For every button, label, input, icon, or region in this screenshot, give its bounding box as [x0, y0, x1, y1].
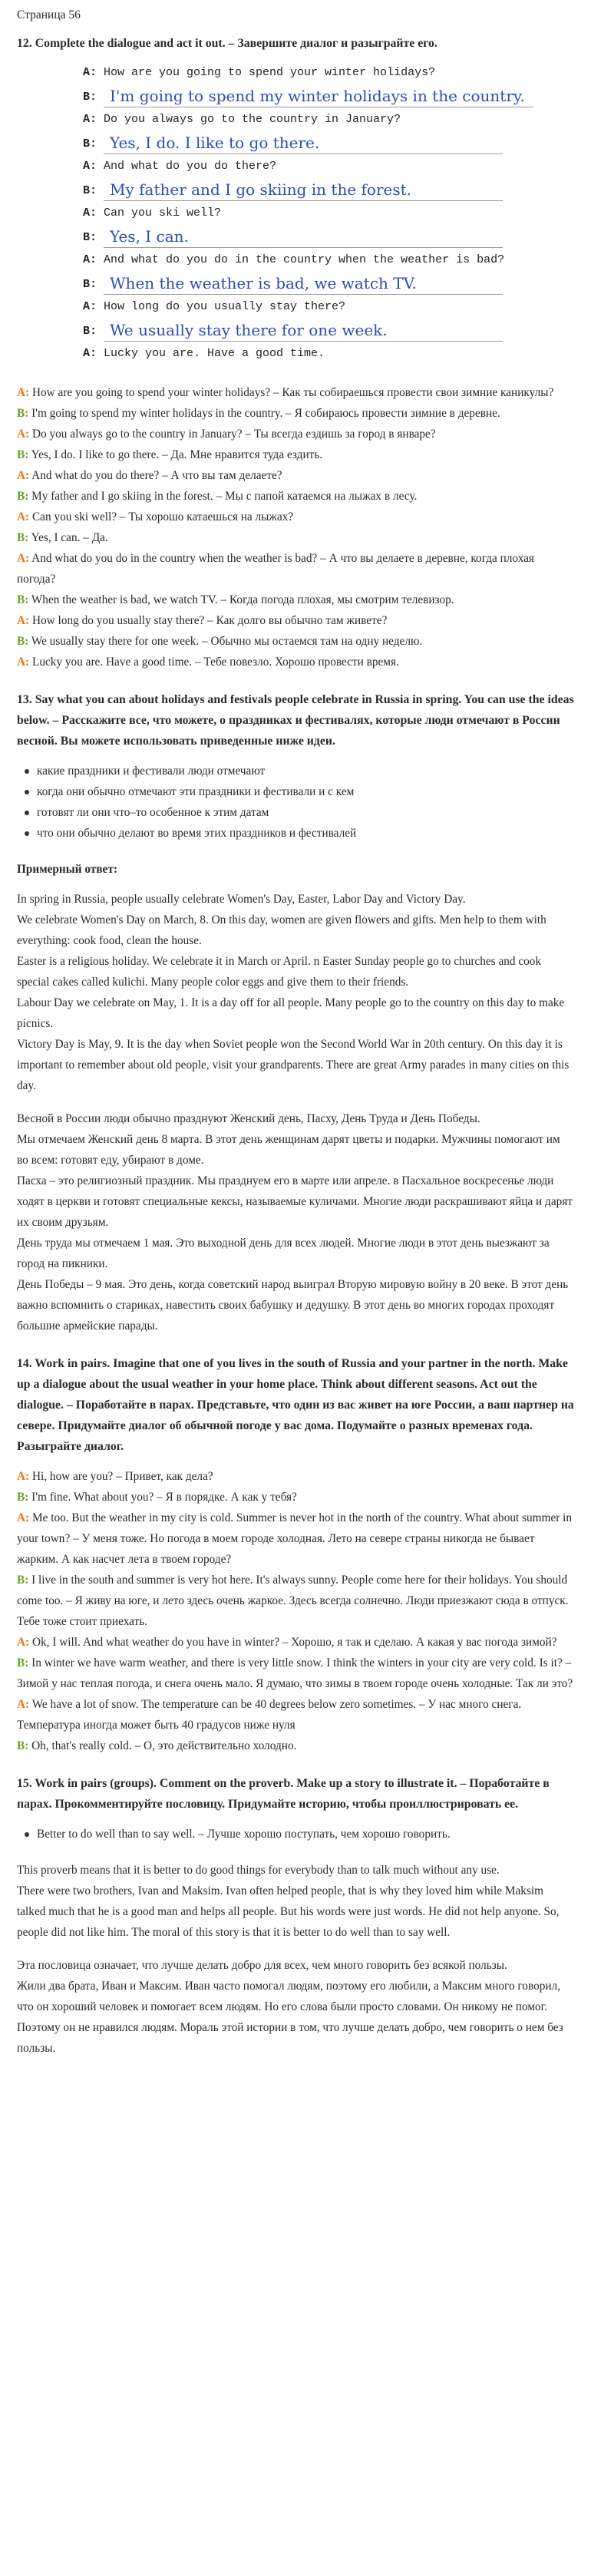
text-line: In spring in Russia, people usually celebrate Women's Day, Easter, Labor Day and Victory Day. [17, 893, 466, 906]
speaker-letter: A: [83, 160, 97, 173]
handwritten-answer: When the weather is bad, we watch TV. [104, 274, 503, 295]
speaker-letter: B: [83, 278, 97, 291]
line-text: My father and I go skiing in the forest. – Мы с папой катаемся на лыжах в лесу. [31, 490, 418, 503]
dialogue-line [83, 270, 574, 295]
idea-item: какие праздники и фестивали люди отмечают [17, 761, 574, 781]
exercise-14-task: 14. Work in pairs. Imagine that one of you lives in the south of Russia and your partner in the north. Make up a dialogue about the usual weather in your home place. Think about different seasons. Act out the dialogue. – Поработайте в парах. Представьте, что один из вас живет на юге России, а ваш партнер на севере. Придумайте диалог об обычной погоде у вас дома. Подумайте о разных временах года. Разыграйте диалог. [17, 1357, 574, 1453]
dialogue-line [17, 548, 574, 590]
exercise-12 [17, 33, 574, 672]
dialogue-line [83, 344, 574, 364]
dialogue-line [17, 507, 574, 527]
text-line: Весной в России люди обычно празднуют Женский день, Пасху, День Труда и День Победы. [17, 1112, 480, 1125]
dialogue-line [17, 1735, 574, 1756]
speaker-label: B: [17, 1739, 29, 1752]
printed-question: How are you going to spend your winter holidays? [104, 66, 436, 79]
exercise-15 [17, 1773, 574, 2059]
exercise-15-task: 15. Work in pairs (groups). Comment on the proverb. Make up a story to illustrate it. – Поработайте в парах. Прокомментируйте пословицу. Придумайте историю, чтобы проиллюстрировать ее. [17, 1777, 550, 1811]
handwritten-answer: We usually stay there for one week. [104, 321, 503, 342]
text-line: There were two brothers, Ivan and Maksim. Ivan often helped people, that is why they loved him while Maksim talked much that he is a good man and helps all people. But his words were just words. He did not help anyone. So, people did not like him. The moral of this story is that it is better to do well than to say well. [17, 1884, 560, 1939]
dialogue-line [17, 631, 574, 652]
dialogue-line [83, 157, 574, 177]
dialogue-line [17, 1466, 574, 1487]
dialogue-line [17, 1570, 574, 1632]
idea-item: готовят ли они что–то особенное к этим датам [17, 802, 574, 823]
speaker-label: A: [17, 1470, 30, 1483]
speaker-label: B: [17, 1574, 29, 1587]
dialogue-line [17, 424, 574, 444]
speaker-label: B: [17, 448, 29, 461]
line-text: Can you ski well? – Ты хорошо катаешься на лыжах? [31, 510, 294, 523]
text-line: This proverb means that it is better to do good things for everybody than to talk much without any use. [17, 1864, 500, 1877]
dialogue-translation [17, 382, 574, 672]
line-text: I'm fine. What about you? – Я в порядке. А как у тебя? [31, 1491, 297, 1504]
line-text: Do you always go to the country in January? – Ты всегда ездишь за город в январе? [31, 428, 436, 441]
printed-question: And what do you do in the country when the weather is bad? [104, 253, 505, 266]
line-text: Lucky you are. Have a good time. – Тебе повезло. Хорошо провести время. [31, 656, 399, 669]
dialogue-line [17, 1694, 574, 1735]
dialogue-line [83, 317, 574, 342]
speaker-label: A: [17, 656, 30, 669]
text-line: День Победы – 9 мая. Это день, когда советский народ выиграл Вторую мировую войну в 20 веке. В этот день важно вспомнить о стариках, навестить своих бабушку и дедушку. В этот день во многих городах проходят большие армейские парады. [17, 1278, 569, 1333]
line-text: Me too. But the weather in my city is cold. Summer is never hot in the north of the country. What about summer in your town? – У меня тоже. Но погода в моем городе холодная. Лето на севере страны никогда не бывает жарким. А как насчет лета в твоем городе? [17, 1511, 573, 1566]
speaker-letter: B: [83, 325, 97, 338]
dialogue-line [83, 63, 574, 83]
speaker-letter: A: [83, 300, 97, 313]
printed-question: And what do you do there? [104, 160, 277, 173]
line-text: How long do you usually stay there? – Как долго вы обычно там живете? [31, 614, 388, 627]
dialogue-line [17, 1632, 574, 1653]
dialogue-line [83, 110, 574, 130]
speaker-label: B: [17, 1656, 29, 1669]
speaker-letter: A: [83, 253, 97, 266]
handwritten-answer: I'm going to spend my winter holidays in the country. [104, 87, 533, 107]
speaker-letter: B: [83, 137, 97, 150]
proverb-list [17, 1824, 574, 1844]
page-title: Страница 56 [17, 8, 81, 21]
dialogue-line [83, 177, 574, 201]
printed-question: How long do you usually stay there? [104, 300, 346, 313]
line-text: We usually stay there for one week. – Обычно мы остаемся там на одну неделю. [31, 635, 423, 648]
line-text: When the weather is bad, we watch TV. – Когда погода плохая, мы смотрим телевизор. [31, 593, 454, 606]
speaker-label: A: [17, 428, 30, 441]
dialogue-line [83, 297, 574, 317]
speaker-label: A: [17, 510, 30, 523]
text-line: Жили два брата, Иван и Максим. Иван часто помогал людям, поэтому его любили, а Максим много говорил, что он хороший человек и помогает всем людям. Но его слова были просто словами. Он никому не помог. Поэтому он не нравился людям. Мораль этой истории в том, что лучше делать добро, чем говорить о нем без пользы. [17, 1980, 563, 2055]
speaker-label: A: [17, 1636, 30, 1649]
exercise-13 [17, 689, 574, 1336]
dialogue-line [83, 223, 574, 248]
dialogue-line [17, 486, 574, 507]
text-line: День труда мы отмечаем 1 мая. Это выходной день для всех людей. Многие люди в этот день выезжают за город на пикники. [17, 1237, 550, 1270]
speaker-label: A: [17, 1698, 30, 1711]
speaker-label: B: [17, 531, 29, 544]
speaker-letter: A: [83, 347, 97, 360]
dialogue-line [83, 250, 574, 270]
line-text: I'm going to spend my winter holidays in the country. – Я собираюсь провести зимние в деревне. [31, 407, 500, 420]
sample-answer-english [17, 889, 574, 1096]
speaker-label: B: [17, 593, 29, 606]
idea-item: когда они обычно отмечают эти праздники и фестивали и с кем [17, 781, 574, 802]
text-line: Labour Day we celebrate on May, 1. It is a day off for all people. Many people go to the country on this day to make picnics. [17, 996, 565, 1030]
line-text: And what do you do there? – А что вы там делаете? [31, 469, 282, 482]
dialogue-line [17, 1653, 574, 1694]
speaker-label: B: [17, 1491, 29, 1504]
speaker-label: A: [17, 552, 30, 565]
line-text: Yes, I do. I like to go there. – Да. Мне нравится туда ездить. [31, 448, 323, 461]
line-text: I live in the south and summer is very hot here. It's always sunny. People come here for their holidays. You should come too. – Я живу на юге, и лето здесь очень жаркое. Здесь всегда солнечно. Люди приезжают сюда в отпуск. Тебе тоже стоит приехать. [17, 1574, 569, 1628]
speaker-label: B: [17, 635, 29, 648]
exercise-12-task: 12. Complete the dialogue and act it out. – Завершите диалог и разыграйте его. [17, 37, 437, 50]
dialogue-line [17, 465, 574, 486]
speaker-letter: B: [83, 231, 97, 244]
dialogue-line [17, 652, 574, 672]
printed-question: Lucky you are. Have a good time. [104, 347, 325, 360]
speaker-letter: B: [83, 184, 97, 197]
speaker-label: A: [17, 469, 30, 482]
speaker-letter: A: [83, 66, 97, 79]
speaker-label: A: [17, 386, 30, 399]
text-line: Easter is a religious holiday. We celebrate it in March or April. n Easter Sunday people go to churches and cook special cakes called kulichi. Many people color eggs and give them to their friends. [17, 955, 542, 989]
dialogue-line [17, 403, 574, 424]
speaker-label: A: [17, 614, 30, 627]
dialogue-line [17, 444, 574, 465]
dialogue-image [83, 63, 574, 364]
speaker-letter: A: [83, 113, 97, 126]
exercise-14 [17, 1353, 574, 1756]
line-text: Hi, how are you? – Привет, как дела? [31, 1470, 213, 1483]
idea-item: что они обычно делают во время этих праздников и фестивалей [17, 823, 574, 844]
ideas-list [17, 761, 574, 844]
line-text: In winter we have warm weather, and there is very little snow. I think the winters in your city are very cold. Is it? – Зимой у нас теплая погода, и снега очень мало. Я думаю, что зимы в твоем городе очень холодные. Так ли это? [17, 1656, 573, 1690]
line-text: And what do you do in the country when the weather is bad? – А что вы делаете в деревне, когда плохая погода? [17, 552, 534, 586]
dialogue-line [17, 1487, 574, 1508]
line-text: How are you going to spend your winter holidays? – Как ты собираешься провести свои зимние каникулы? [31, 386, 554, 399]
speaker-letter: A: [83, 206, 97, 220]
handwritten-answer: My father and I go skiing in the forest. [104, 180, 503, 201]
line-text: Oh, that's really cold. – О, это действительно холодно. [31, 1739, 297, 1752]
proverb-story-english [17, 1860, 574, 1943]
dialogue-line [83, 130, 574, 154]
speaker-label: A: [17, 1511, 30, 1524]
sample-answer-russian [17, 1108, 574, 1336]
line-text: Ok, I will. And what weather do you have in winter? – Хорошо, я так и сделаю. А какая у вас погода зимой? [31, 1636, 557, 1649]
dialogue-line [83, 203, 574, 223]
dialogue-line [17, 527, 574, 548]
text-line: We celebrate Women's Day on March, 8. On this day, women are given flowers and gifts. Men help to them with everything: cook food, clean the house. [17, 913, 546, 947]
line-text: We have a lot of snow. The temperature can be 40 degrees below zero sometimes. – У нас много снега. Температура иногда может быть 40 градусов ниже нуля [17, 1698, 522, 1732]
printed-question: Can you ski well? [104, 206, 222, 220]
speaker-label: B: [17, 407, 29, 420]
dialogue-line [83, 83, 574, 107]
dialogue-line [17, 382, 574, 403]
handwritten-answer: Yes, I can. [104, 227, 503, 248]
proverb-story-russian [17, 1955, 574, 2059]
sample-answer-label: Примерный ответ: [17, 863, 117, 876]
dialogue-line [17, 610, 574, 631]
text-line: Victory Day is May, 9. It is the day when Soviet people won the Second World War in 20th century. On this day it is important to remember about old people, visit your grandparents. There are great Army parades in many cities on this day. [17, 1038, 570, 1092]
proverb-item: Better to do well than to say well. – Лучше хорошо поступать, чем хорошо говорить. [17, 1824, 574, 1844]
text-line: Эта пословица означает, что лучше делать добро для всех, чем много говорить без всякой пользы. [17, 1959, 507, 1972]
printed-question: Do you always go to the country in January? [104, 113, 401, 126]
exercise-13-task: 13. Say what you can about holidays and festivals people celebrate in Russia in spring. You can use the ideas below. – Расскажите все, что можете, о праздниках и фестивалях, которые люди отмечают в России весной. Вы можете использовать приведенные ниже идеи. [17, 693, 574, 748]
weather-dialogue [17, 1466, 574, 1756]
line-text: Yes, I can. – Да. [31, 531, 108, 544]
speaker-letter: B: [83, 91, 97, 104]
handwritten-answer: Yes, I do. I like to go there. [104, 134, 503, 154]
dialogue-line [17, 590, 574, 610]
text-line: Пасха – это религиозный праздник. Мы празднуем его в марте или апреле. в Пасхальное воскресенье люди ходят в церкви и готовят специальные кексы, называемые куличами. Многие люди раскрашивают яйца и дарят их своим друзьям. [17, 1174, 573, 1229]
text-line: Мы отмечаем Женский день 8 марта. В этот день женщинам дарят цветы и подарки. Мужчины помогают им во всем: готовят еду, убирают в доме. [17, 1133, 560, 1167]
dialogue-line [17, 1508, 574, 1570]
speaker-label: B: [17, 490, 29, 503]
